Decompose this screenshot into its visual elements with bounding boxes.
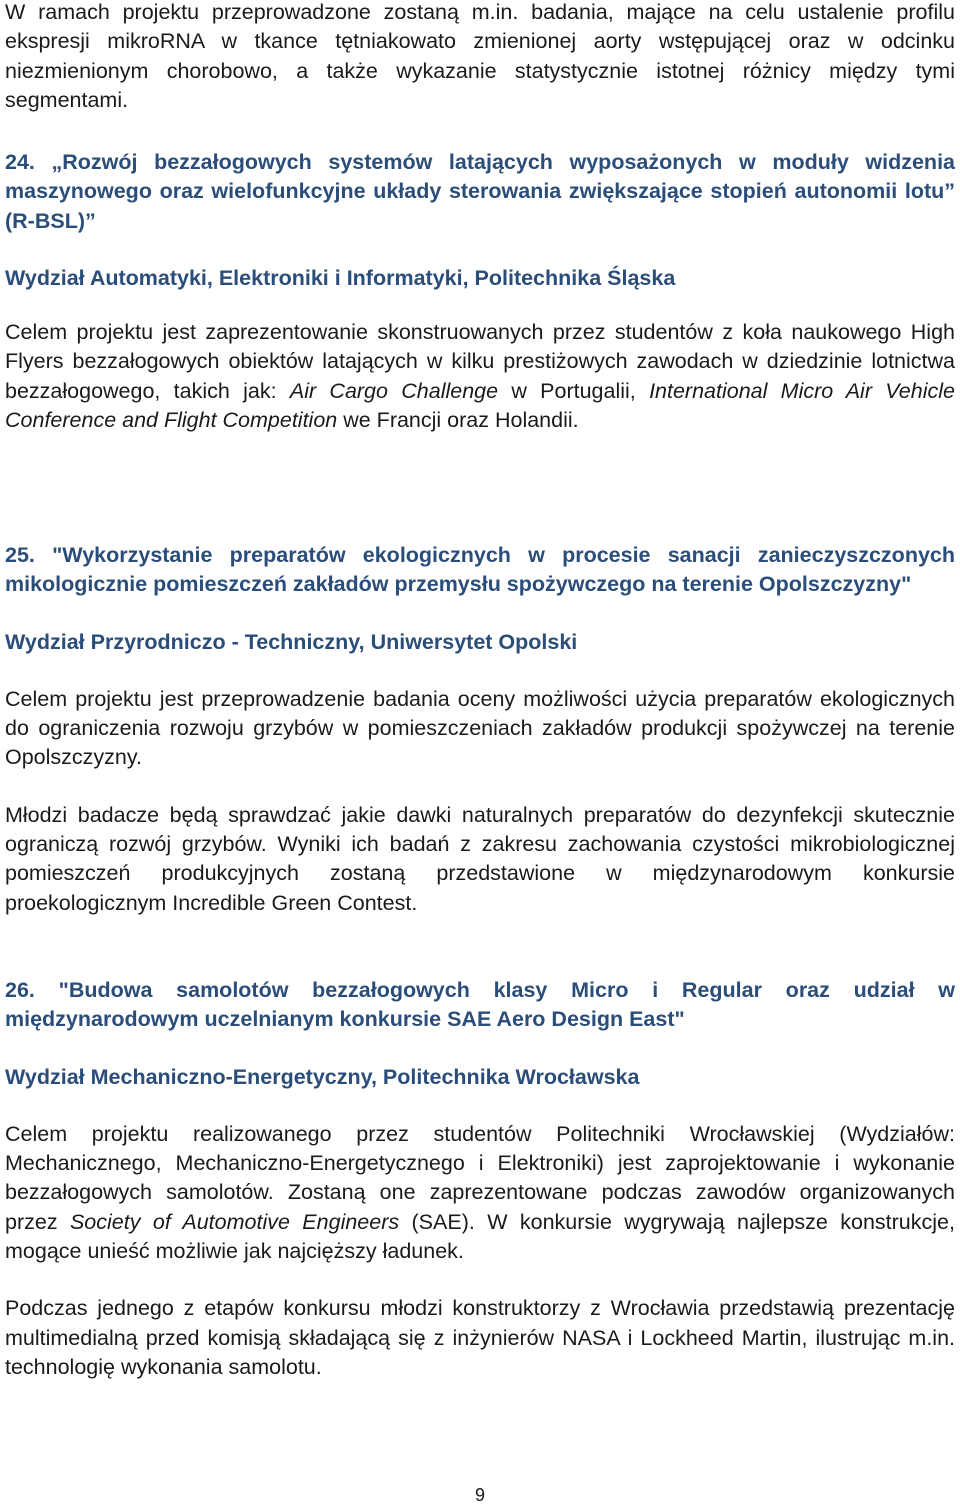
- section-26: [5, 976, 955, 1382]
- paragraph-text: (SAE). W konkursie wygrywają najlepsze konstrukcje, mogące unieść możliwie jak najcięższy ładunek.: [5, 1209, 955, 1264]
- paragraph-text: we Francji oraz Holandii.: [337, 408, 579, 433]
- competition-name: International Micro Air Vehicle Conference and Flight Competition: [5, 378, 955, 433]
- section-department: Wydział Przyrodniczo - Techniczny, Uniwersytet Opolski: [5, 629, 578, 654]
- section-department: Wydział Mechaniczno-Energetyczny, Politechnika Wrocławska: [5, 1064, 640, 1089]
- section-paragraph: [5, 1120, 955, 1266]
- section-paragraph: Celem projektu jest przeprowadzenie badania oceny możliwości użycia preparatów ekologicznych do ograniczenia rozwoju grzybów w pomieszczeniach zakładów produkcji spożywczej na terenie Opolszczyzny.: [5, 686, 955, 770]
- paragraph-text: w Portugalii,: [498, 378, 650, 403]
- section-24: [5, 148, 955, 435]
- paragraph-text: Celem projektu realizowanego przez studentów Politechniki Wrocławskiej (Wydziałów: Mechanicznego, Mechaniczno-Energetycznego i Elektroniki) jest zaprojektowanie i wykonanie bezzałogowych samolotów. Zostaną one zaprezentowane podczas zawodów organizowanych przez: [5, 1121, 955, 1234]
- page-number: 9: [474, 1485, 485, 1505]
- intro-paragraph: W ramach projektu przeprowadzone zostaną m.in. badania, mające na celu ustalenie profilu ekspresji mikroRNA w tkance tętniakowato zmienionej aorty wstępującej oraz w odcinku niezmienionym chorobowo, a także wykazanie statystycznie istotnej różnicy między tymi segmentami.: [5, 0, 955, 112]
- section-paragraph: Podczas jednego z etapów konkursu młodzi konstruktorzy z Wrocławia przedstawią prezentację multimedialną przed komisją składającą się z inżynierów NASA i Lockheed Martin, ilustrując m.in. technologię wykonania samolotu.: [5, 1296, 955, 1379]
- paragraph-text: Celem projektu jest zaprezentowanie skonstruowanych przez studentów z koła naukowego High Flyers bezzałogowych obiektów latających w kilku prestiżowych zawodach w dziedzinie lotnictwa bezzałogowego, takich jak:: [5, 320, 955, 403]
- section-title: 25. "Wykorzystanie preparatów ekologicznych w procesie sanacji zanieczyszczonych mikologicznie pomieszczeń zakładów przemysłu spożywczego na terenie Opolszczyzny": [5, 543, 955, 597]
- section-department: Wydział Automatyki, Elektroniki i Informatyki, Politechnika Śląska: [5, 265, 676, 290]
- section-title: 26. "Budowa samolotów bezzałogowych klasy Micro i Regular oraz udział w międzynarodowym uczelnianym konkursie SAE Aero Design East": [5, 978, 955, 1032]
- section-title: 24. „Rozwój bezzałogowych systemów latających wyposażonych w moduły widzenia maszynowego oraz wielofunkcyjne układy sterowania zwiększające stopień autonomii lotu” (R-BSL)”: [5, 150, 955, 233]
- section-paragraph: Młodzi badacze będą sprawdzać jakie dawki naturalnych preparatów do dezynfekcji skutecznie ograniczą rozwój grzybów. Wyniki ich badań z zakresu zachowania czystości mikrobiologicznej pomieszczeń produkcyjnych zostaną przedstawione w międzynarodowym konkursie proekologicznym Incredible Green Contest.: [5, 802, 955, 915]
- section-25: [5, 541, 955, 918]
- organization-name: Society of Automotive Engineers: [69, 1209, 400, 1234]
- section-paragraph: [5, 318, 955, 435]
- competition-name: Air Cargo Challenge: [289, 378, 499, 403]
